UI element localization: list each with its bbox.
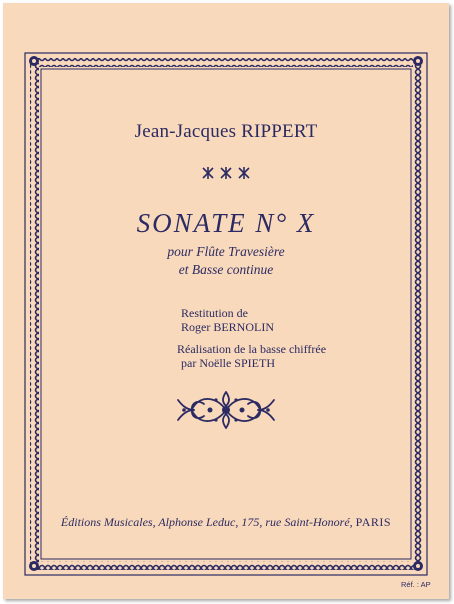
composer-name: Jean-Jacques RIPPERT <box>134 121 318 142</box>
realisation-label: Réalisation de la basse chiffrée <box>177 342 327 356</box>
publisher-city: PARIS <box>355 515 392 529</box>
ornamental-border-icon <box>3 3 449 599</box>
instrumentation-line-1: pour Flûte Travesière <box>167 244 285 259</box>
credits-block <box>177 306 347 370</box>
floral-scroll-ornament-icon <box>176 388 276 432</box>
title-page <box>3 3 449 599</box>
reference-code: Réf. : AP <box>401 580 431 589</box>
publisher-line <box>3 515 449 530</box>
restitution-label: Restitution de <box>181 306 248 320</box>
restitution-name: Roger BERNOLIN <box>181 320 274 334</box>
publisher-text: Éditions Musicales, Alphonse Leduc, 175, rue Saint-Honoré, <box>60 515 353 529</box>
instrumentation-line-2: et Basse continue <box>178 262 274 277</box>
sonata-title: SONATE N° X <box>136 208 316 238</box>
star-ornament-icon <box>201 166 251 180</box>
realisation-name: par Noëlle SPIETH <box>181 356 275 370</box>
